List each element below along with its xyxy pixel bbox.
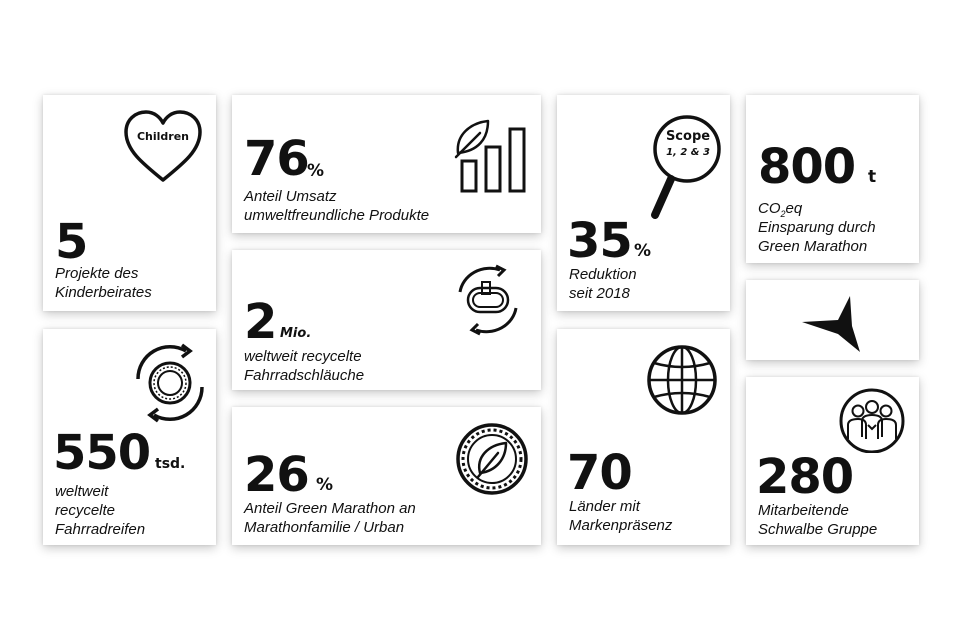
stat-label-line-3: Green Marathon (758, 238, 868, 255)
swallow-logo-icon (800, 294, 864, 354)
stat-unit: Mio. (280, 326, 312, 341)
tire-leaf-icon (454, 421, 530, 497)
stat-unit: % (307, 161, 325, 181)
heart-icon (122, 108, 204, 186)
stat-unit: % (634, 241, 652, 261)
stat-label-line-1: Anteil Green Marathon an (244, 500, 416, 517)
stat-card-employees (746, 377, 919, 545)
stat-card-tubes (232, 250, 541, 390)
co2-subscript: 2 (780, 209, 786, 219)
stat-value: 26 (244, 447, 309, 503)
stat-label-line-2: Fahrradschläuche (244, 367, 365, 384)
stat-card-tires (43, 329, 216, 545)
leaf-bar-chart-icon (452, 113, 534, 197)
heart-label: Children (136, 130, 190, 143)
stat-value: 70 (567, 445, 632, 501)
stat-unit: % (316, 475, 334, 495)
stat-card-marathon (232, 407, 541, 545)
stat-label-line-2: Markenpräsenz (569, 517, 673, 534)
stat-label-line-2: Einsparung durch (758, 219, 876, 236)
stat-label-line-3: Fahrradreifen (55, 521, 146, 538)
co2-eq-text: eq (785, 200, 803, 217)
stat-label-line-2: recycelte (55, 502, 116, 519)
stat-label-line-2: Marathonfamilie / Urban (244, 519, 405, 536)
stat-label-line-2: Schwalbe Gruppe (758, 521, 878, 538)
stat-card-children (43, 95, 216, 311)
stat-value: 550 (53, 425, 151, 481)
magnifier-label-1: Scope (665, 129, 711, 144)
stat-label-line-1: weltweit recycelte (244, 348, 362, 365)
stat-value: 800 (758, 139, 856, 195)
stat-value: 280 (756, 449, 854, 505)
stat-label-line-1: Projekte des (55, 265, 139, 282)
recycle-tire-icon (130, 343, 210, 423)
stat-label-line-1: weltweit (55, 483, 109, 500)
stat-label-line-1: Länder mit (569, 498, 640, 515)
stat-value: 35 (567, 213, 632, 269)
people-icon (834, 385, 910, 453)
stat-label-line-1: Reduktion (569, 266, 637, 283)
magnifier-label-2: 1, 2 & 3 (666, 147, 710, 158)
globe-icon (645, 343, 719, 417)
stat-card-reduction (557, 95, 730, 311)
stat-label-line-2: umweltfreundliche Produkte (244, 207, 430, 224)
stat-label-line-1: Mitarbeitende (758, 502, 849, 519)
stat-value: 5 (55, 214, 88, 270)
stat-card-countries (557, 329, 730, 545)
stat-value: 76 (244, 131, 309, 187)
stat-unit: tsd. (155, 456, 186, 472)
stat-card-revenue (232, 95, 541, 233)
logo-card (746, 280, 919, 360)
stat-label-line-1: Anteil Umsatz (244, 188, 337, 205)
stat-card-co2 (746, 95, 919, 263)
stat-unit: t (868, 167, 877, 187)
stat-label-line-2: Kinderbeirates (55, 284, 152, 301)
co2-text: CO (758, 200, 781, 217)
stat-value: 2 (244, 294, 277, 350)
recycle-tube-icon (448, 264, 528, 336)
stat-label-line-2: seit 2018 (569, 285, 630, 302)
